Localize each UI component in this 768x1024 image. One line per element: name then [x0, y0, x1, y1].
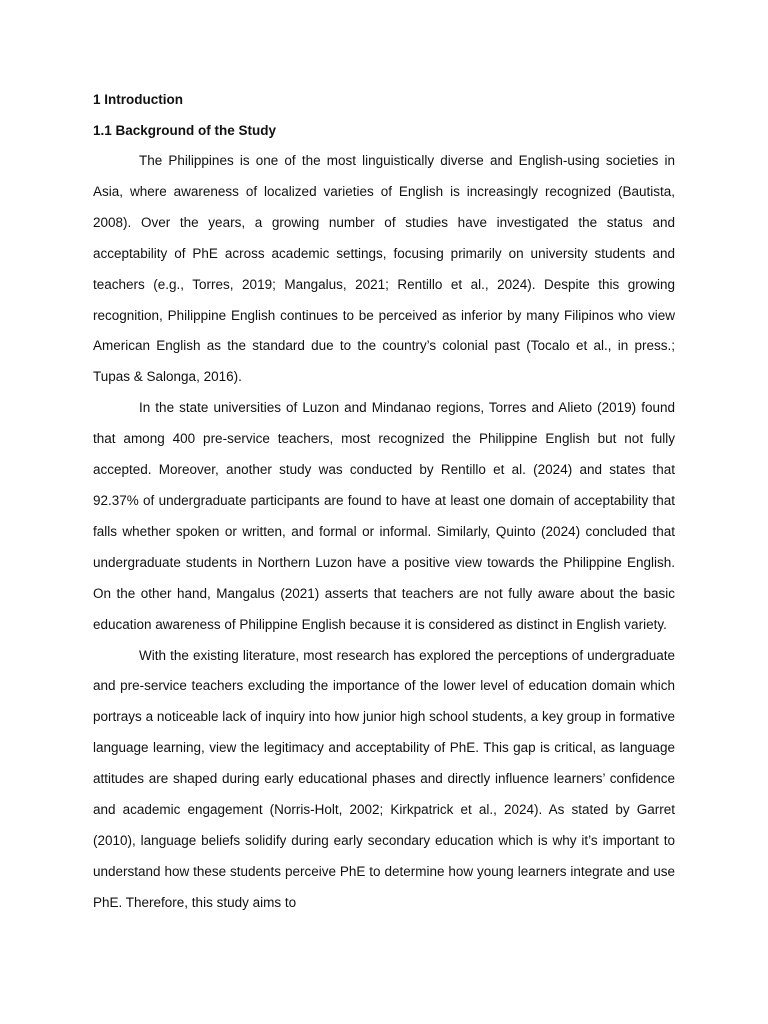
subsection-heading: 1.1 Background of the Study: [93, 123, 277, 138]
paragraph-1: The Philippines is one of the most linguistically diverse and English-using societies in Asia, where awareness of localized varieties of English is increasingly recognized (Bautista, 2008). Over the years, a growing number of studies have investigated the status and acceptability of PhE across academic settings, focusing primarily on university students and teachers (e.g., Torres, 2019; Mangalus, 2021; Rentillo et al., 2024). Despite this growing recognition, Philippine English continues to be perceived as inferior by many Filipinos who view American English as the standard due to the country’s colonial past (Tocalo et al., in press.; Tupas & Salonga, 2016).: [93, 153, 675, 385]
section-heading: 1 Introduction: [93, 92, 183, 107]
paragraph-2: In the state universities of Luzon and Mindanao regions, Torres and Alieto (2019) found that among 400 pre-service teachers, most recognized the Philippine English but not fully accepted. Moreover, another study was conducted by Rentillo et al. (2024) and states that 92.37% of undergraduate participants are found to have at least one domain of acceptability that falls whether spoken or written, and formal or informal. Similarly, Quinto (2024) concluded that undergraduate students in Northern Luzon have a positive view towards the Philippine English. On the other hand, Mangalus (2021) asserts that teachers are not fully aware about the basic education awareness of Philippine English because it is considered as distinct in English variety.: [93, 400, 675, 632]
paragraph-3: With the existing literature, most research has explored the perceptions of undergraduate and pre-service teachers excluding the importance of the lower level of education domain which portrays a noticeable lack of inquiry into how junior high school students, a key group in formative language learning, view the legitimacy and acceptability of PhE. This gap is critical, as language attitudes are shaped during early educational phases and directly influence learners’ confidence and academic engagement (Norris-Holt, 2002; Kirkpatrick et al., 2024). As stated by Garret (2010), language beliefs solidify during early secondary education which is why it’s important to understand how these students perceive PhE to determine how young learners integrate and use PhE. Therefore, this study aims to: [93, 647, 675, 910]
document-body: [93, 84, 675, 919]
